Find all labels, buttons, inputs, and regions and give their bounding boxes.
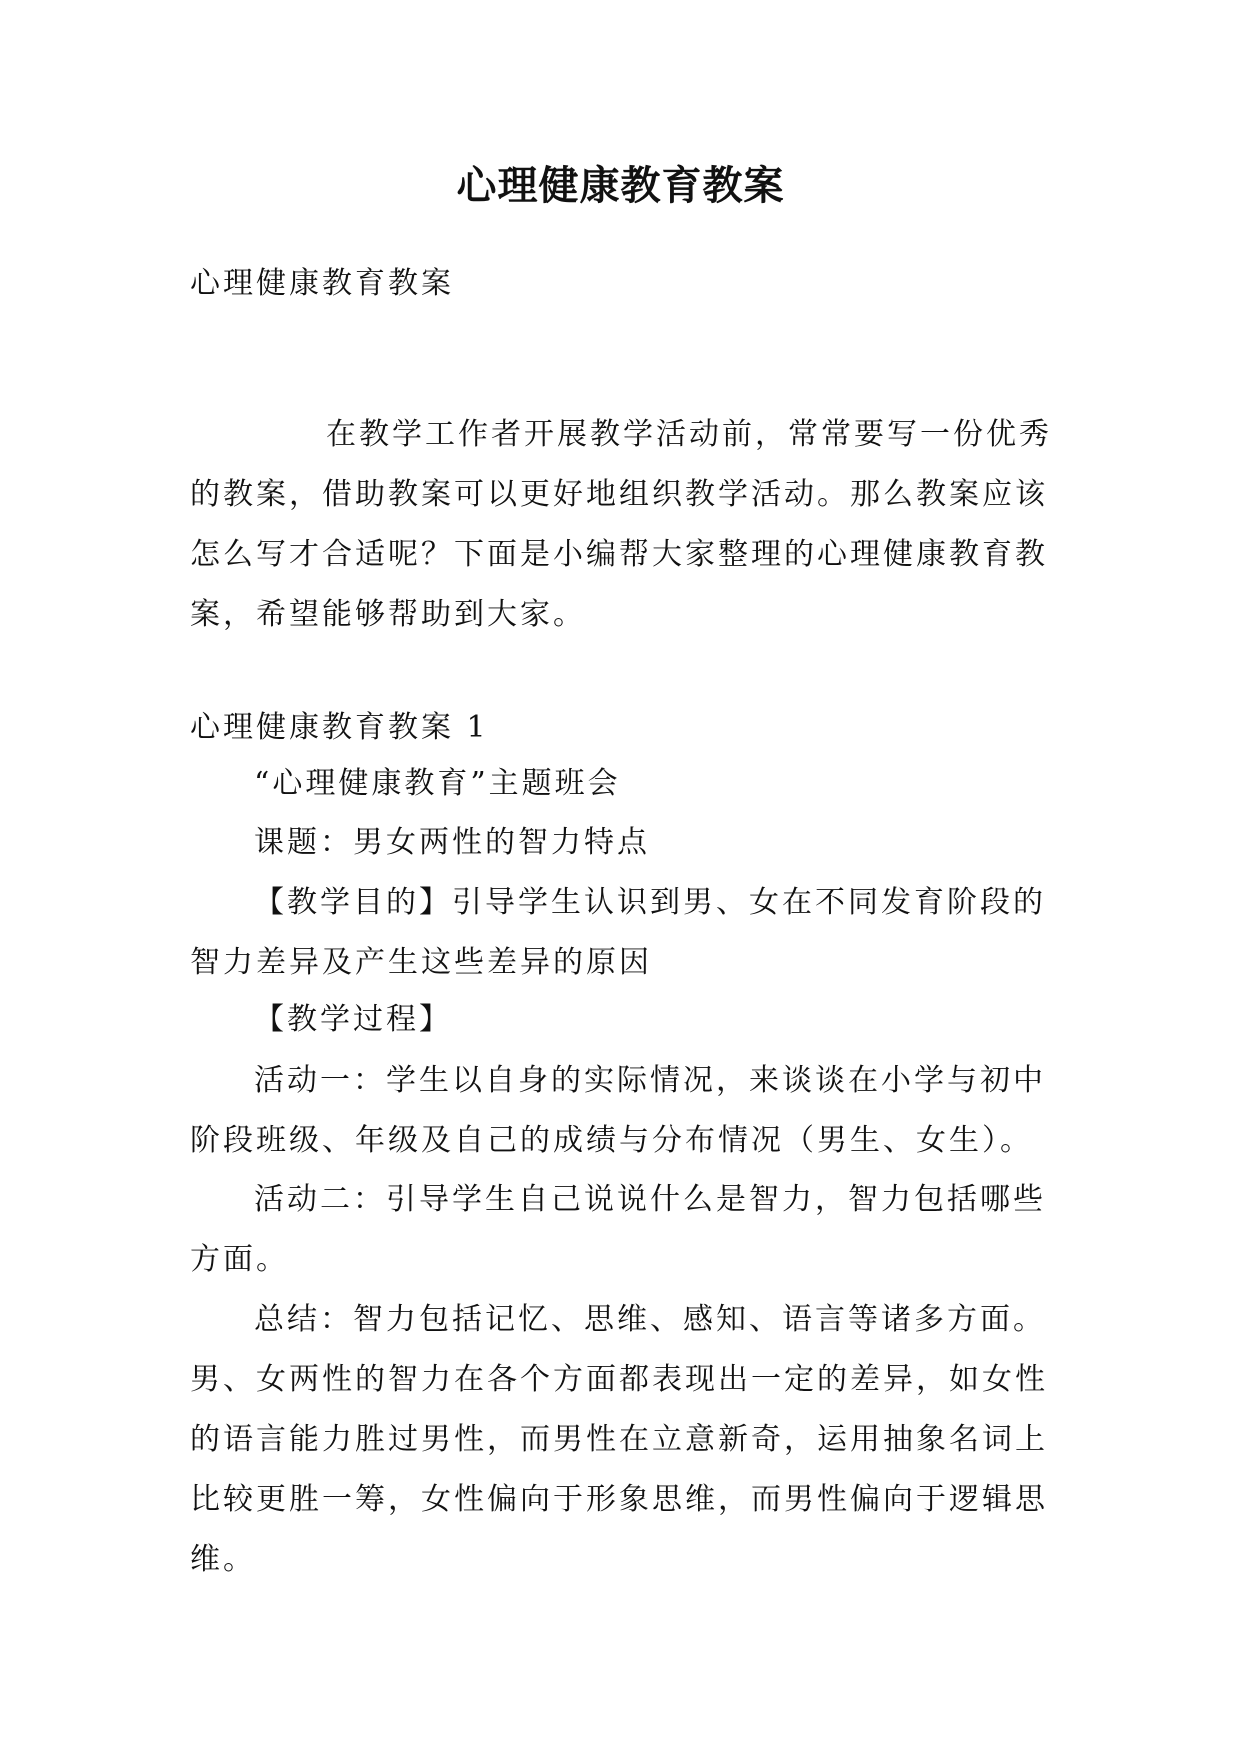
activity-two-paragraph: 活动二：引导学生自己说说什么是智力，智力包括哪些方面。 bbox=[190, 1182, 1046, 1277]
theme-line: “心理健康教育”主题班会 bbox=[254, 766, 621, 801]
process-heading: 【教学过程】 bbox=[254, 1002, 452, 1037]
activity-one-paragraph: 活动一：学生以自身的实际情况，来谈谈在小学与初中阶段班级、年级及自己的成绩与分布情况（男生、女生）。 bbox=[190, 1063, 1046, 1158]
topic-line: 课题：男女两性的智力特点 bbox=[254, 825, 650, 860]
summary-paragraph: 总结：智力包括记忆、思维、感知、语言等诸多方面。男、女两性的智力在各个方面都表现出一定的差异，如女性的语言能力胜过男性，而男性在立意新奇，运用抽象名词上比较更胜一筹，女性偏向于形象思维，而男性偏向于逻辑思维。 bbox=[190, 1302, 1048, 1577]
objective-paragraph: 【教学目的】引导学生认识到男、女在不同发育阶段的智力差异及产生这些差异的原因 bbox=[190, 885, 1046, 980]
intro-paragraph: 在教学工作者开展教学活动前，常常要写一份优秀的教案，借助教案可以更好地组织教学活动。那么教案应该怎么写才合适呢？下面是小编帮大家整理的心理健康教育教案，希望能够帮助到大家。 bbox=[190, 417, 1052, 632]
section-heading: 心理健康教育教案 1 bbox=[190, 710, 489, 745]
document-title: 心理健康教育教案 bbox=[456, 162, 785, 209]
document-subtitle: 心理健康教育教案 bbox=[190, 266, 454, 301]
